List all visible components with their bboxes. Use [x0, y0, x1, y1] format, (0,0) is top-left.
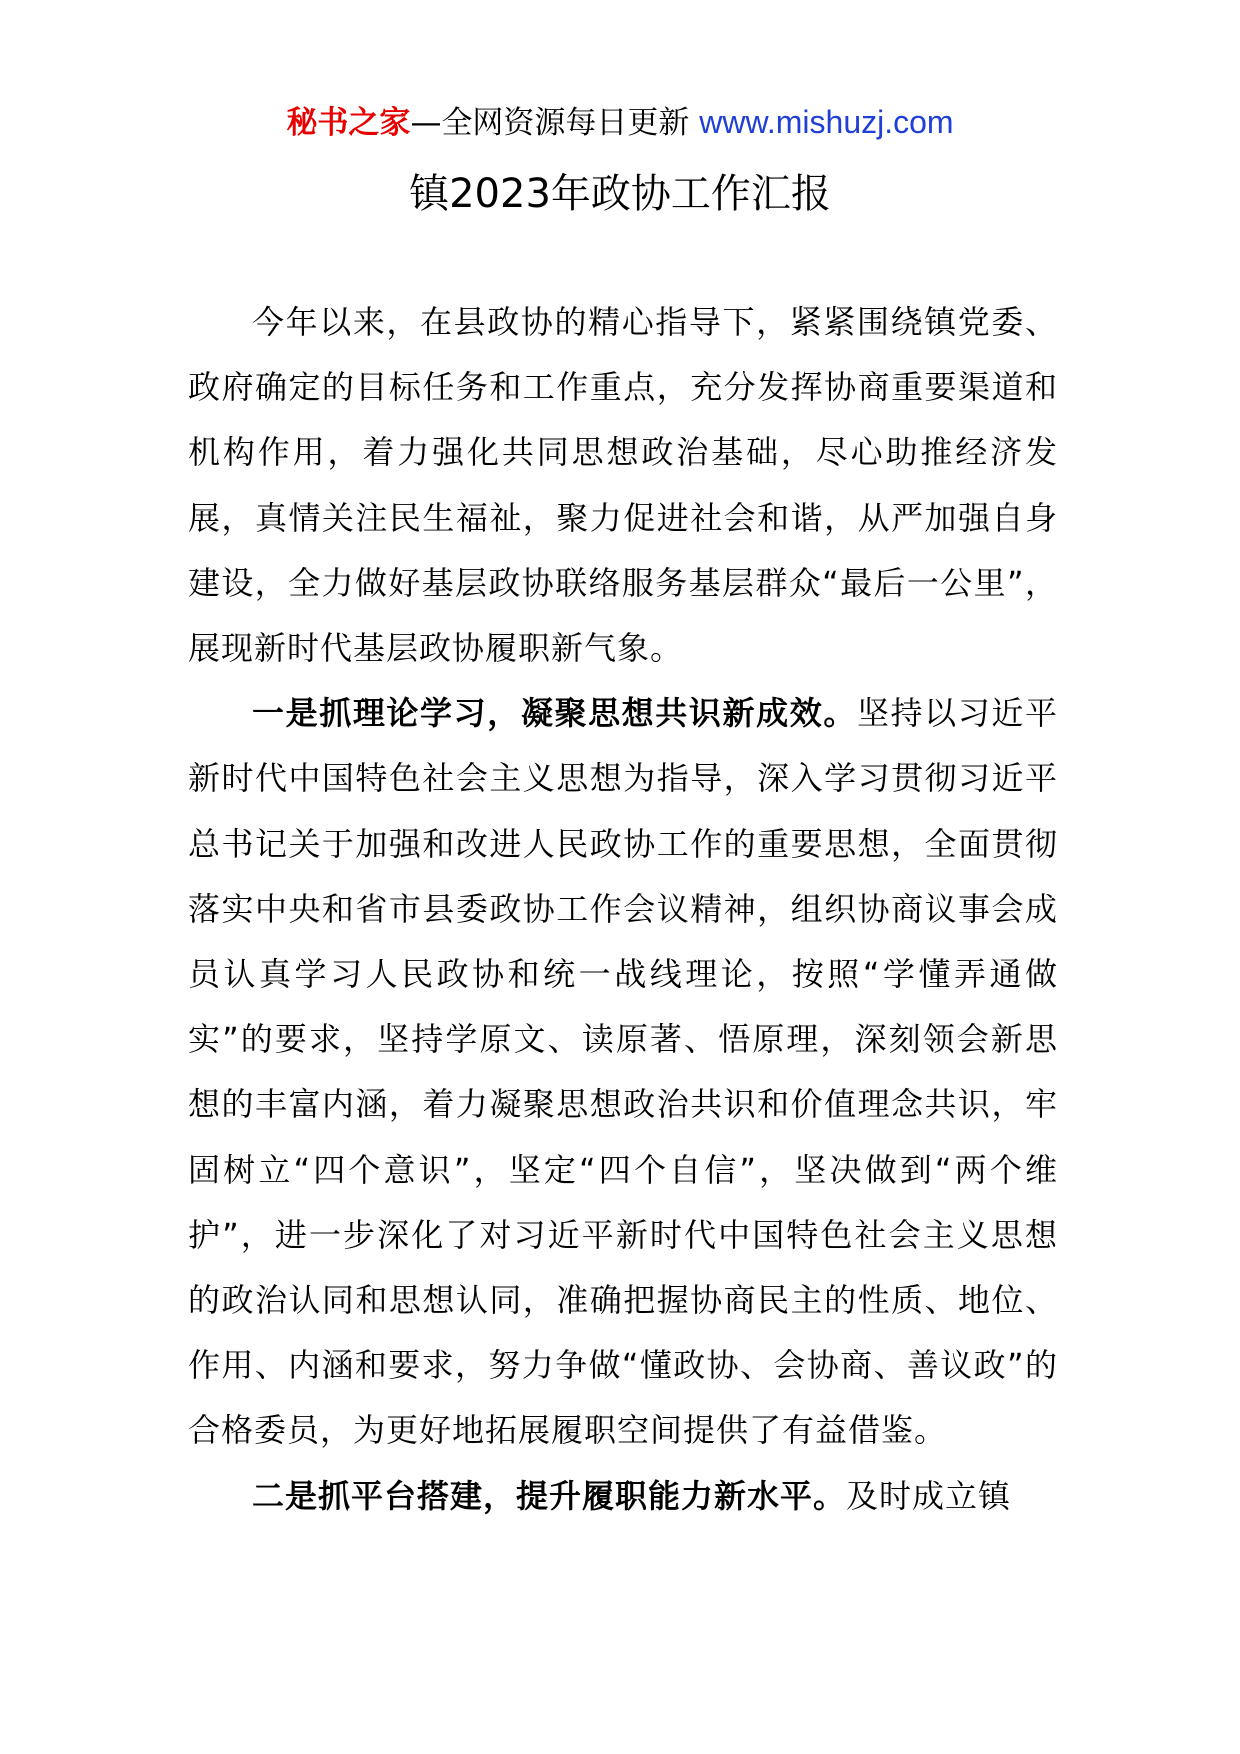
document-title: 镇2023年政协工作汇报: [409, 171, 831, 217]
banner-url-link[interactable]: www.mishuzj.com: [699, 104, 954, 140]
paragraph-text: 今年以来，在县政协的精心指导下，紧紧围绕镇党委、政府确定的目标任务和工作重点，充分发挥协商重要渠道和机构作用，着力强化共同思想政治基础，尽心助推经济发展，真情关注民生福祉，聚力促进社会和谐，从严加强自身建设，全力做好基层政协联络服务基层群众“最后一公里”，展现新时代基层政协履职新气象。: [188, 303, 1058, 668]
document-body: [188, 290, 1058, 1529]
paragraph-platform-building: [188, 1464, 1058, 1529]
paragraph-text: 及时成立镇: [846, 1476, 1012, 1515]
paragraph-intro: [188, 290, 1058, 681]
paragraph-theory-study: [188, 681, 1058, 1463]
paragraph-lead: 二是抓平台搭建，提升履职能力新水平。: [252, 1476, 847, 1515]
paragraph-text: 坚持以习近平新时代中国特色社会主义思想为指导，深入学习贯彻习近平总书记关于加强和改进人民政协工作的重要思想，全面贯彻落实中央和省市县委政协工作会议精神，组织协商议事会成员认真学习人民政协和统一战线理论，按照“学懂弄通做实”的要求，坚持学原文、读原著、悟原理，深刻领会新思想的丰富内涵，着力凝聚思想政治共识和价值理念共识，牢固树立“四个意识”，坚定“四个自信”，坚决做到“两个维护”，进一步深化了对习近平新时代中国特色社会主义思想的政治认同和思想认同，准确把握协商民主的性质、地位、作用、内涵和要求，努力争做“懂政协、会协商、善议政”的合格委员，为更好地拓展履职空间提供了有益借鉴。: [188, 694, 1058, 1450]
banner-brand: 秘书之家: [286, 105, 411, 141]
banner-tagline: —全网资源每日更新: [410, 105, 700, 141]
site-banner: [0, 100, 1240, 145]
paragraph-lead: 一是抓理论学习，凝聚思想共识新成效。: [252, 694, 857, 733]
